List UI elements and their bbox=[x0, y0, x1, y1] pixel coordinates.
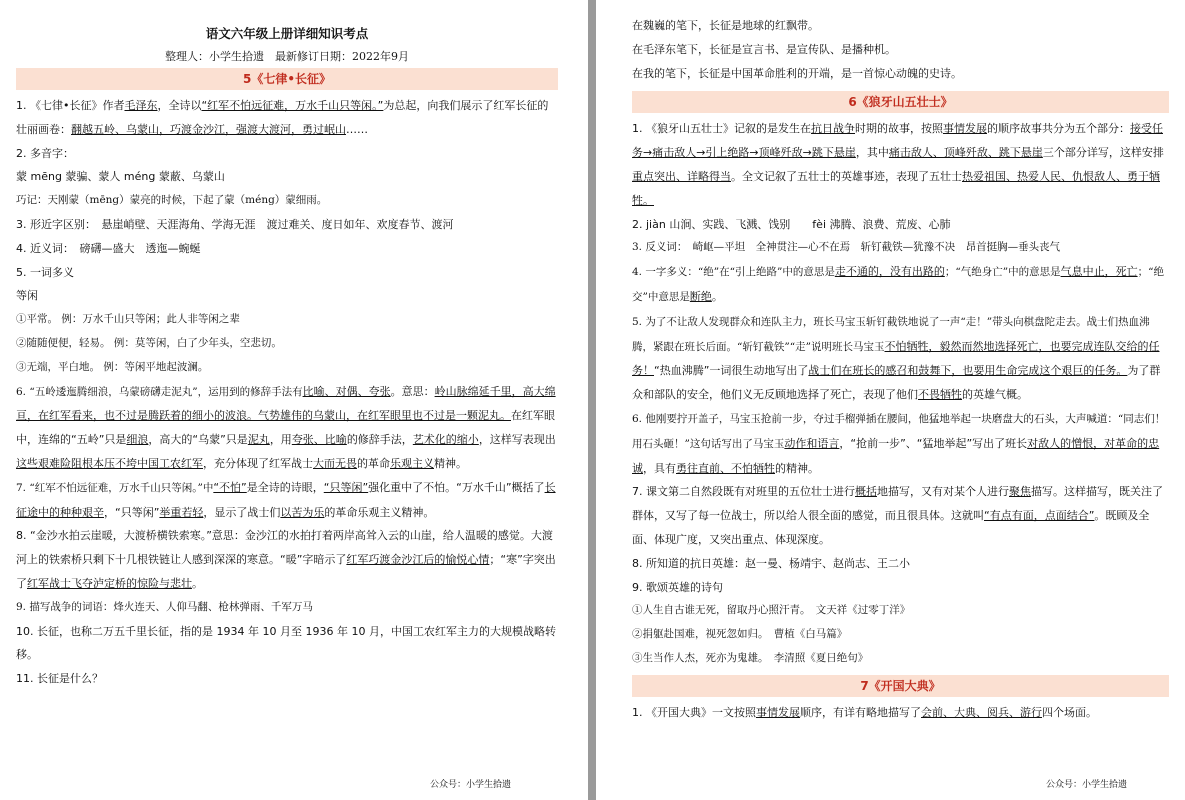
meaning-3: ③无端，平白地。 例：等闲平地起波澜。 bbox=[16, 360, 209, 373]
page-footer: 公众号：小学生拾遗 bbox=[430, 780, 512, 790]
text: 事情发展 bbox=[756, 705, 800, 719]
text: 。 bbox=[192, 576, 203, 590]
route-list: 翻越五岭、乌蒙山，巧渡金沙江，强渡大渡河，勇过岷山 bbox=[71, 122, 346, 136]
author-name: 毛泽东 bbox=[124, 99, 158, 112]
text: 痛击敌人、顶峰歼敌、跳下悬崖 bbox=[888, 146, 1043, 160]
text: 精神。 bbox=[434, 456, 467, 470]
text: “只等闲” bbox=[323, 480, 369, 494]
paragraph-11: 11. 长征是什么？ bbox=[16, 672, 103, 686]
text: 在红军眼中，连绵的“五岭”只是 bbox=[16, 409, 555, 447]
paragraph-synonyms: 4. 近义词： 磅礴—盛大 透迤—蜿蜒 bbox=[16, 241, 201, 255]
text: 四个场面。 bbox=[1042, 705, 1097, 719]
text: …… bbox=[346, 122, 368, 136]
text: 接受任务→痛击敌人→引上绝路→顶峰歼敌→跳下悬崖 bbox=[632, 122, 1163, 160]
text: 红军战士飞夺泸定桥的惊险与悲壮 bbox=[27, 576, 192, 590]
text: 三个部分详写，这样安排 bbox=[1042, 146, 1164, 160]
text: 8. “金沙水拍云崖暖，大渡桥横铁索寒。”意思：金沙江的水拍打着两岸高耸入云的山崖，给人温暖的感觉。大渡河上的铁索桥只剩下十几根铁链让人感到深深的寒意。“暖”字暗示了 bbox=[16, 529, 553, 567]
text: “热血沸腾”一词很生动地写出了 bbox=[654, 364, 809, 378]
text: 热爱祖国、热爱人民、仇恨敌人、勇于牺牲。 bbox=[632, 169, 1160, 207]
text: 为了群众和部队的安全，他们义无反顾地选择了死亡，表现了他们 bbox=[632, 364, 1161, 402]
text: ，“只等闲” bbox=[104, 505, 160, 519]
paragraph-r2: 在毛泽东笔下，长征是宣言书、是宣传队、是播种机。 bbox=[632, 42, 896, 56]
paragraph-7 bbox=[16, 476, 558, 525]
text: 气息中止，死亡 bbox=[1060, 265, 1138, 279]
text: “有点有面，点面结合” bbox=[984, 509, 1095, 523]
document-subtitle: 整理人：小学生拾遗 最新修订日期：2022年9月 bbox=[165, 50, 409, 63]
text: ；“绝交”中意思是 bbox=[632, 266, 1164, 303]
paragraph-q7 bbox=[632, 480, 1169, 551]
text: 细浪 bbox=[126, 433, 149, 447]
poem-line-3: ③生当作人杰，死亦为鬼雄。 李清照《夏日绝句》 bbox=[632, 651, 869, 664]
text: 6. “五岭逶迤腾细浪，乌蒙磅礴走泥丸”，运用到的修辞手法有 bbox=[16, 385, 303, 398]
text: 断绝 bbox=[689, 289, 712, 303]
text: ，“抢前一步”、“猛地举起”写出了班长 bbox=[839, 436, 1028, 450]
paragraph-q6 bbox=[632, 407, 1169, 480]
paragraph-3: 蒙 mēng 蒙骗、蒙人 méng 蒙蔽、乌蒙山 bbox=[16, 170, 225, 184]
text: ，全诗以 bbox=[157, 99, 202, 112]
text: 1. 《开国大典》一文按照 bbox=[632, 705, 756, 719]
paragraph-r3: 在我的笔下，长征是中国革命胜利的开端，是一首惊心动魄的史诗。 bbox=[632, 66, 962, 80]
text: ；“寒”字突出了 bbox=[16, 553, 556, 590]
text: ，高大的“乌蒙”只是 bbox=[148, 433, 248, 447]
text: ，充分体现了红军战士 bbox=[203, 456, 313, 470]
text: “不怕” bbox=[213, 480, 247, 494]
paragraph-similar-chars: 3. 形近字区别： 悬崖峭壁、天涯海角、学海无涯 渡过难关、度日如年、欢度春节、渡河 bbox=[16, 217, 454, 231]
text: 重点突出、详略得当 bbox=[632, 169, 731, 183]
text: 不畏牺牲 bbox=[918, 388, 962, 402]
text: 7. “红军不怕远征难，万水千山只等闲。”中 bbox=[16, 481, 214, 494]
text: 的顺序故事共分为五个部分： bbox=[987, 122, 1130, 136]
paragraph-r1: 在魏巍的笔下，长征是地球的红飘带。 bbox=[632, 19, 819, 32]
text: 强化重中了不怕。“万水千山”概括了 bbox=[368, 480, 545, 494]
text: 泥丸 bbox=[247, 433, 270, 447]
text: 7. 课文第二自然段既有对班里的五位壮士进行 bbox=[632, 485, 855, 499]
text: 。既顾及全面、体现广度，又突出重点、体现深度。 bbox=[632, 509, 1150, 546]
text: ，这样写表现出 bbox=[478, 433, 556, 447]
text: 的革命乐观主义精神。 bbox=[324, 505, 435, 519]
text: 乐观主义 bbox=[390, 456, 434, 470]
text: 对敌人的憎恨，对革命的忠诚 bbox=[632, 436, 1160, 475]
text: 举重若轻 bbox=[159, 505, 204, 519]
text: 不怕牺牲，毅然而然地选择死亡，也要完成连队交给的任务！ bbox=[632, 339, 1160, 378]
mnemonic: 巧记：天刚蒙（mēng）蒙亮的时候，下起了蒙（méng）蒙细雨。 bbox=[16, 194, 328, 207]
paragraph-1 bbox=[16, 94, 558, 142]
term: 等闲 bbox=[16, 289, 38, 303]
text: 这些艰难险阻根本压不垮中国工农红军 bbox=[16, 456, 203, 470]
quote: “红军不怕远征难，万水千山只等闲。” bbox=[201, 99, 384, 112]
text: 描写。这样描写，既关注了群体，又写了每一位战士，所以给人很全面的感觉，而且很具体。这就叫 bbox=[632, 485, 1163, 523]
poem-line-2: ②捐躯赴国难，视死忽如归。 曹植《白马篇》 bbox=[632, 628, 848, 641]
text: 红军巧渡金沙江后的愉悦心情 bbox=[346, 553, 490, 567]
left-page bbox=[0, 0, 588, 800]
paragraph-q3: 3. 反义词： 崎岖—平坦 全神贯注—心不在焉 斩钉截铁—犹豫不决 昂首挺胸—垂头丧气 bbox=[632, 241, 1061, 254]
text: 5. 为了不让敌人发现群众和连队主力，班长马宝玉斩钉截铁地说了一声“走！”带头向棋盘陀走去。战士们热血沸腾，紧跟在班长后面。“斩钉截铁”“走”说明班长马宝玉 bbox=[632, 315, 1150, 353]
text: 时期的故事，按照 bbox=[855, 122, 943, 136]
text: 抗日战争 bbox=[811, 122, 855, 136]
paragraph-q5 bbox=[632, 310, 1169, 407]
text: 。 bbox=[711, 289, 723, 303]
text: 。意思： bbox=[390, 384, 435, 398]
paragraph-q8: 8. 所知道的抗日英雄：赵一曼、杨靖宇、赵尚志、王二小 bbox=[632, 556, 910, 570]
text: 概括 bbox=[855, 485, 877, 499]
text: 的精神。 bbox=[775, 461, 819, 475]
paragraph-9: 9. 描写战争的词语：烽火连天、人仰马翻、枪林弹雨、千军万马 bbox=[16, 600, 313, 613]
text: 是全诗的诗眼， bbox=[246, 480, 324, 494]
text: 6. 他刚要拧开盖子，马宝玉抢前一步，夺过手榴弹插在腰间，他猛地举起一块磨盘大的石头，大声喊道：“同志们！用石头砸！”这句话写出了马宝玉 bbox=[632, 412, 1166, 450]
paragraph-q4 bbox=[632, 260, 1169, 310]
text: ，用 bbox=[269, 433, 292, 447]
text: 勇往直前、不怕牺牲 bbox=[676, 461, 775, 475]
meaning-1: ①平常。 例：万水千山只等闲；此人非等闲之辈 bbox=[16, 313, 240, 326]
text: 战士们在班长的感召和鼓舞下，也要用生命完成这个艰巨的任务。 bbox=[808, 364, 1128, 378]
text: 大而无畏 bbox=[313, 456, 357, 470]
text: 以苦为乐 bbox=[280, 505, 325, 519]
paragraph-2: 2. 多音字： bbox=[16, 146, 74, 160]
document-title: 语文六年级上册详细知识考点 bbox=[205, 26, 369, 41]
text: 夸张、比喻 bbox=[291, 433, 347, 447]
text: 走不通的，没有出路的 bbox=[834, 265, 945, 279]
paragraph-8 bbox=[16, 524, 558, 595]
paragraph-q13 bbox=[632, 701, 1169, 725]
paragraph-q2: 2. jiàn 山涧、实践、飞溅、饯别 fèi 沸腾、浪费、荒废、心肺 bbox=[632, 217, 951, 231]
text: 1. 《狼牙山五壮士》记叙的是发生在 bbox=[632, 122, 811, 136]
text: 会前、大典、阅兵、游行 bbox=[921, 705, 1042, 719]
text: ，其中 bbox=[855, 146, 889, 160]
text: 地描写，又有对某个人进行 bbox=[877, 485, 1009, 499]
text: 岭山脉绵延千里，高大绵亘，在红军看来，也不过是腾跃着的细小的波浪。气势雄伟的乌蒙山，在红军眼里也不过是一颗泥丸。 bbox=[16, 384, 556, 423]
paragraph-6 bbox=[16, 380, 558, 476]
text: 1. 《七律•长征》作者 bbox=[16, 99, 125, 112]
text: 为总起，向我们展示了红军长征的壮丽画卷： bbox=[16, 99, 549, 136]
text: 动作和语言 bbox=[784, 436, 840, 450]
meaning-2: ②随随便便，轻易。 例：莫等闲，白了少年头，空悲切。 bbox=[16, 336, 282, 349]
section-heading-7: 7《开国大典》 bbox=[632, 675, 1169, 697]
paragraph-q9: 9. 歌颂英雄的诗句 bbox=[632, 580, 723, 594]
text: 。全文记叙了五壮士的英雄事迹，表现了五壮士 bbox=[731, 169, 962, 183]
text: 长征途中的种种艰辛 bbox=[16, 480, 556, 519]
text: ，具有 bbox=[643, 461, 676, 475]
page-footer: 公众号：小学生拾遗 bbox=[1046, 780, 1128, 790]
text: ；“气绝身亡”中的意思是 bbox=[944, 266, 1061, 279]
text: 的英雄气概。 bbox=[962, 388, 1028, 402]
section-heading-6: 6《狼牙山五壮士》 bbox=[632, 91, 1169, 113]
paragraph-polysemy: 5. 一词多义 bbox=[16, 265, 74, 279]
paragraph-q1 bbox=[632, 117, 1169, 212]
text: 的修辞手法， bbox=[346, 433, 413, 447]
text: 事情发展 bbox=[943, 122, 987, 136]
text: 顺序，有详有略地描写了 bbox=[800, 705, 921, 719]
poem-line-1: ①人生自古谁无死，留取丹心照汗青。 文天祥《过零丁洋》 bbox=[632, 604, 911, 617]
text: 4. 一字多义：“绝”在“引上绝路”中的意思是 bbox=[632, 266, 835, 279]
text: 的革命 bbox=[357, 456, 390, 470]
text: 艺术化的缩小 bbox=[412, 433, 479, 447]
text: ，显示了战士们 bbox=[203, 505, 281, 519]
text: 聚焦 bbox=[1009, 485, 1031, 499]
paragraph-10: 10. 长征，也称二万五千里长征，指的是 1934 年 10 月至 1936 年 10 月，中国工农红军主力的大规模战略转移。 bbox=[16, 624, 556, 662]
section-heading-5: 5《七律•长征》 bbox=[16, 68, 558, 90]
text: 比喻、对偶、夸张 bbox=[302, 384, 391, 398]
right-page bbox=[596, 0, 1185, 800]
